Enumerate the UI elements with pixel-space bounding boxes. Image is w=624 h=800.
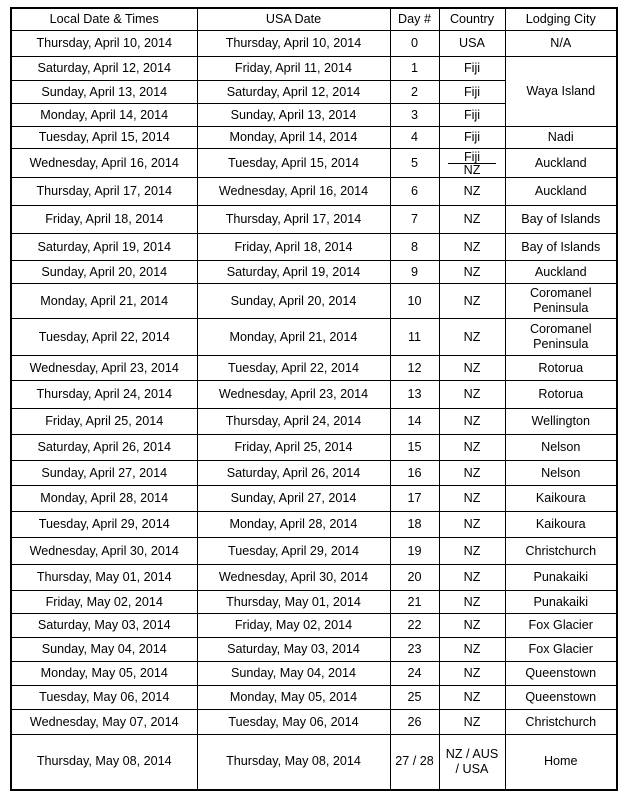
cell-country: NZ	[439, 662, 505, 686]
cell-country: NZ	[439, 686, 505, 710]
cell-local-date: Thursday, April 17, 2014	[11, 178, 197, 206]
cell-day-number: 4	[390, 127, 439, 149]
cell-local-date: Monday, April 28, 2014	[11, 486, 197, 512]
table-row	[11, 57, 617, 81]
cell-day-number: 11	[390, 319, 439, 356]
cell-lodging-city: Punakaiki	[505, 591, 617, 614]
cell-lodging-city: N/A	[505, 31, 617, 57]
cell-local-date: Wednesday, April 16, 2014	[11, 149, 197, 178]
cell-local-date: Monday, April 21, 2014	[11, 284, 197, 319]
table-row	[11, 591, 617, 614]
table-row	[11, 435, 617, 461]
table-row	[11, 538, 617, 565]
cell-usa-date: Thursday, April 17, 2014	[197, 206, 390, 234]
cell-lodging-city: Queenstown	[505, 686, 617, 710]
cell-usa-date: Tuesday, April 15, 2014	[197, 149, 390, 178]
cell-local-date: Thursday, April 10, 2014	[11, 31, 197, 57]
cell-local-date: Saturday, May 03, 2014	[11, 614, 197, 638]
header-row	[11, 8, 617, 31]
cell-lodging-city: Waya Island	[505, 57, 617, 127]
cell-lodging-city: Auckland	[505, 149, 617, 178]
table-row	[11, 565, 617, 591]
cell-usa-date: Saturday, April 12, 2014	[197, 81, 390, 104]
cell-lodging-city: Nelson	[505, 461, 617, 486]
table-row	[11, 381, 617, 409]
cell-local-date: Saturday, April 19, 2014	[11, 234, 197, 261]
table-row	[11, 662, 617, 686]
cell-country: NZ	[439, 435, 505, 461]
cell-lodging-city: Nadi	[505, 127, 617, 149]
cell-usa-date: Saturday, April 26, 2014	[197, 461, 390, 486]
cell-local-date: Thursday, May 08, 2014	[11, 735, 197, 790]
table-row	[11, 149, 617, 178]
cell-lodging-city: Nelson	[505, 435, 617, 461]
cell-lodging-city: Kaikoura	[505, 486, 617, 512]
table-row	[11, 319, 617, 356]
cell-day-number: 13	[390, 381, 439, 409]
cell-usa-date: Sunday, April 13, 2014	[197, 104, 390, 127]
table-row	[11, 638, 617, 662]
cell-local-date: Sunday, April 20, 2014	[11, 261, 197, 284]
cell-day-number: 20	[390, 565, 439, 591]
cell-usa-date: Thursday, May 01, 2014	[197, 591, 390, 614]
cell-day-number: 16	[390, 461, 439, 486]
cell-country: NZ / AUS / USA	[439, 735, 505, 790]
cell-day-number: 26	[390, 710, 439, 735]
cell-country: Fiji	[439, 127, 505, 149]
cell-country: NZ	[439, 261, 505, 284]
cell-country-primary: Fiji	[463, 149, 481, 164]
cell-day-number: 6	[390, 178, 439, 206]
cell-day-number: 0	[390, 31, 439, 57]
cell-usa-date: Sunday, May 04, 2014	[197, 662, 390, 686]
cell-day-number: 25	[390, 686, 439, 710]
cell-day-number: 1	[390, 57, 439, 81]
cell-day-number: 17	[390, 486, 439, 512]
cell-country: NZ	[439, 206, 505, 234]
table-row	[11, 614, 617, 638]
cell-country: USA	[439, 31, 505, 57]
cell-lodging-city: Christchurch	[505, 710, 617, 735]
cell-country: NZ	[439, 319, 505, 356]
cell-lodging-city: Fox Glacier	[505, 614, 617, 638]
cell-lodging-city: Punakaiki	[505, 565, 617, 591]
header-lodging-city: Lodging City	[505, 8, 617, 31]
cell-day-number: 3	[390, 104, 439, 127]
itinerary-table	[10, 7, 618, 791]
cell-usa-date: Friday, April 11, 2014	[197, 57, 390, 81]
cell-day-number: 8	[390, 234, 439, 261]
cell-local-date: Tuesday, April 22, 2014	[11, 319, 197, 356]
cell-lodging-city: Home	[505, 735, 617, 790]
cell-local-date: Wednesday, April 23, 2014	[11, 356, 197, 381]
table-row	[11, 461, 617, 486]
cell-usa-date: Sunday, April 20, 2014	[197, 284, 390, 319]
cell-usa-date: Tuesday, May 06, 2014	[197, 710, 390, 735]
cell-day-number: 9	[390, 261, 439, 284]
cell-lodging-city: Rotorua	[505, 356, 617, 381]
header-day-number: Day #	[390, 8, 439, 31]
cell-usa-date: Monday, April 21, 2014	[197, 319, 390, 356]
cell-local-date: Wednesday, May 07, 2014	[11, 710, 197, 735]
table-row	[11, 234, 617, 261]
cell-country: NZ	[439, 284, 505, 319]
cell-day-number: 23	[390, 638, 439, 662]
cell-local-date: Thursday, April 24, 2014	[11, 381, 197, 409]
cell-lodging-city: Coromanel Peninsula	[505, 284, 617, 319]
cell-country: NZ	[439, 565, 505, 591]
cell-country: NZ	[439, 512, 505, 538]
table-row	[11, 486, 617, 512]
cell-local-date: Sunday, April 13, 2014	[11, 81, 197, 104]
table-body	[11, 31, 617, 790]
cell-local-date: Tuesday, April 29, 2014	[11, 512, 197, 538]
cell-day-number: 14	[390, 409, 439, 435]
cell-day-number: 18	[390, 512, 439, 538]
cell-day-number: 22	[390, 614, 439, 638]
cell-day-number: 12	[390, 356, 439, 381]
cell-usa-date: Tuesday, April 22, 2014	[197, 356, 390, 381]
cell-day-number: 10	[390, 284, 439, 319]
cell-day-number: 24	[390, 662, 439, 686]
cell-country-secondary: NZ	[448, 163, 495, 176]
cell-usa-date: Wednesday, April 30, 2014	[197, 565, 390, 591]
table-row	[11, 31, 617, 57]
cell-usa-date: Thursday, May 08, 2014	[197, 735, 390, 790]
cell-local-date: Tuesday, May 06, 2014	[11, 686, 197, 710]
cell-country: NZ	[439, 461, 505, 486]
table-row	[11, 127, 617, 149]
cell-local-date: Monday, May 05, 2014	[11, 662, 197, 686]
header-local-date: Local Date & Times	[11, 8, 197, 31]
cell-local-date: Friday, May 02, 2014	[11, 591, 197, 614]
cell-local-date: Monday, April 14, 2014	[11, 104, 197, 127]
cell-day-number: 21	[390, 591, 439, 614]
cell-country: NZ	[439, 409, 505, 435]
cell-country: NZ	[439, 614, 505, 638]
cell-usa-date: Saturday, May 03, 2014	[197, 638, 390, 662]
header-usa-date: USA Date	[197, 8, 390, 31]
cell-lodging-city: Bay of Islands	[505, 234, 617, 261]
table-row	[11, 686, 617, 710]
cell-local-date: Tuesday, April 15, 2014	[11, 127, 197, 149]
cell-day-number: 27 / 28	[390, 735, 439, 790]
cell-country	[439, 149, 505, 178]
cell-lodging-city: Auckland	[505, 261, 617, 284]
cell-lodging-city: Rotorua	[505, 381, 617, 409]
cell-local-date: Thursday, May 01, 2014	[11, 565, 197, 591]
cell-usa-date: Friday, April 25, 2014	[197, 435, 390, 461]
table-row	[11, 356, 617, 381]
cell-usa-date: Saturday, April 19, 2014	[197, 261, 390, 284]
cell-local-date: Saturday, April 12, 2014	[11, 57, 197, 81]
cell-local-date: Sunday, May 04, 2014	[11, 638, 197, 662]
cell-local-date: Wednesday, April 30, 2014	[11, 538, 197, 565]
table-row	[11, 206, 617, 234]
cell-lodging-city: Queenstown	[505, 662, 617, 686]
cell-country: NZ	[439, 234, 505, 261]
cell-usa-date: Monday, May 05, 2014	[197, 686, 390, 710]
cell-lodging-city: Kaikoura	[505, 512, 617, 538]
cell-local-date: Friday, April 25, 2014	[11, 409, 197, 435]
cell-country: NZ	[439, 710, 505, 735]
cell-lodging-city: Bay of Islands	[505, 206, 617, 234]
cell-lodging-city: Christchurch	[505, 538, 617, 565]
cell-country: NZ	[439, 381, 505, 409]
cell-local-date: Sunday, April 27, 2014	[11, 461, 197, 486]
cell-usa-date: Monday, April 14, 2014	[197, 127, 390, 149]
cell-usa-date: Friday, May 02, 2014	[197, 614, 390, 638]
cell-day-number: 5	[390, 149, 439, 178]
cell-usa-date: Friday, April 18, 2014	[197, 234, 390, 261]
header-country: Country	[439, 8, 505, 31]
cell-usa-date: Wednesday, April 23, 2014	[197, 381, 390, 409]
cell-local-date: Saturday, April 26, 2014	[11, 435, 197, 461]
cell-usa-date: Wednesday, April 16, 2014	[197, 178, 390, 206]
cell-usa-date: Thursday, April 24, 2014	[197, 409, 390, 435]
cell-country: NZ	[439, 591, 505, 614]
cell-lodging-city: Fox Glacier	[505, 638, 617, 662]
cell-day-number: 19	[390, 538, 439, 565]
cell-country: NZ	[439, 538, 505, 565]
cell-usa-date: Thursday, April 10, 2014	[197, 31, 390, 57]
cell-country: Fiji	[439, 57, 505, 81]
cell-country: Fiji	[439, 104, 505, 127]
cell-usa-date: Sunday, April 27, 2014	[197, 486, 390, 512]
cell-country: Fiji	[439, 81, 505, 104]
cell-day-number: 15	[390, 435, 439, 461]
cell-usa-date: Monday, April 28, 2014	[197, 512, 390, 538]
table-row	[11, 710, 617, 735]
table-row	[11, 409, 617, 435]
table-row	[11, 512, 617, 538]
table-row	[11, 178, 617, 206]
cell-country: NZ	[439, 178, 505, 206]
cell-country: NZ	[439, 356, 505, 381]
cell-lodging-city: Auckland	[505, 178, 617, 206]
cell-country: NZ	[439, 638, 505, 662]
cell-local-date: Friday, April 18, 2014	[11, 206, 197, 234]
table-row	[11, 284, 617, 319]
table-row	[11, 261, 617, 284]
cell-lodging-city: Coromanel Peninsula	[505, 319, 617, 356]
cell-usa-date: Tuesday, April 29, 2014	[197, 538, 390, 565]
cell-country: NZ	[439, 486, 505, 512]
cell-day-number: 7	[390, 206, 439, 234]
cell-lodging-city: Wellington	[505, 409, 617, 435]
table-row	[11, 735, 617, 790]
cell-day-number: 2	[390, 81, 439, 104]
